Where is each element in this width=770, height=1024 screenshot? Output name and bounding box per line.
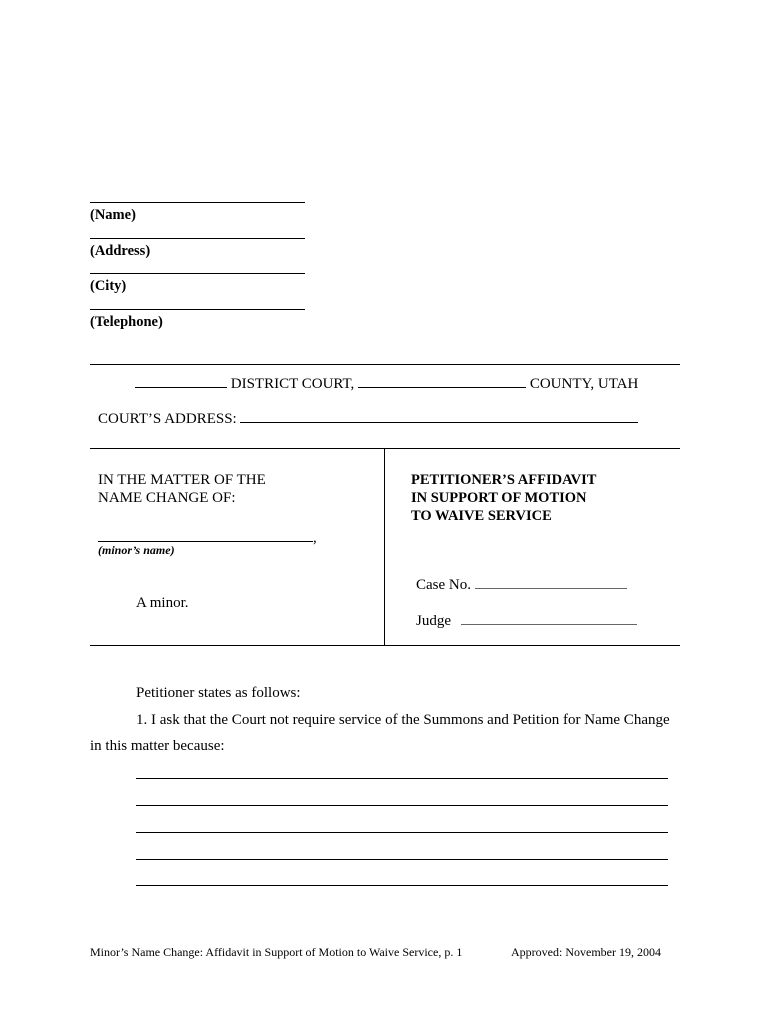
judge-label: Judge <box>416 613 451 629</box>
minors-name-label: (minor’s name) <box>98 543 175 557</box>
reason-line[interactable] <box>136 805 668 806</box>
doc-title-line-3: TO WAIVE SERVICE <box>411 508 552 524</box>
doc-title-line-1: PETITIONER’S AFFIDAVIT <box>411 472 597 488</box>
a-minor-label: A minor. <box>136 595 189 611</box>
minor-name-blank[interactable] <box>98 540 313 542</box>
district-court-row <box>135 375 638 393</box>
item-1-line-2: in this matter because: <box>90 738 225 754</box>
matter-line-2: NAME CHANGE OF: <box>98 490 236 506</box>
footer-right: Approved: November 19, 2004 <box>511 945 661 959</box>
reason-line[interactable] <box>136 859 668 860</box>
matter-line-1: IN THE MATTER OF THE <box>98 472 266 488</box>
court-address-row <box>98 410 638 428</box>
city-label: (City) <box>90 278 127 294</box>
county-blank[interactable] <box>358 386 526 388</box>
telephone-line[interactable] <box>90 309 305 310</box>
judge-blank[interactable] <box>461 623 637 625</box>
district-blank[interactable] <box>135 386 227 388</box>
judge-row <box>416 612 637 630</box>
case-no-row <box>416 576 627 594</box>
court-top-rule <box>90 364 680 365</box>
item-1-line-1: 1. I ask that the Court not require service of the Summons and Petition for Name Change <box>136 712 670 728</box>
minor-name-comma: , <box>313 530 317 546</box>
doc-title-line-2: IN SUPPORT OF MOTION <box>411 490 587 506</box>
caption-divider <box>384 448 385 646</box>
county-label: COUNTY, UTAH <box>529 376 639 392</box>
telephone-label: (Telephone) <box>90 314 163 330</box>
address-label: (Address) <box>90 243 151 259</box>
name-line[interactable] <box>90 202 305 203</box>
case-no-blank[interactable] <box>475 587 627 589</box>
reason-line[interactable] <box>136 885 668 886</box>
district-court-label: DISTRICT COURT, <box>230 376 355 392</box>
case-no-label: Case No. <box>416 577 471 593</box>
reason-line[interactable] <box>136 832 668 833</box>
court-address-blank[interactable] <box>240 421 638 423</box>
address-line[interactable] <box>90 238 305 239</box>
court-address-label: COURT’S ADDRESS: <box>98 411 237 427</box>
body-intro: Petitioner states as follows: <box>136 685 301 701</box>
city-line[interactable] <box>90 273 305 274</box>
footer-left: Minor’s Name Change: Affidavit in Support of Motion to Waive Service, p. 1 <box>90 945 463 959</box>
caption-top-rule <box>90 448 680 449</box>
reason-line[interactable] <box>136 778 668 779</box>
name-label: (Name) <box>90 207 136 223</box>
caption-bottom-rule <box>90 645 680 646</box>
